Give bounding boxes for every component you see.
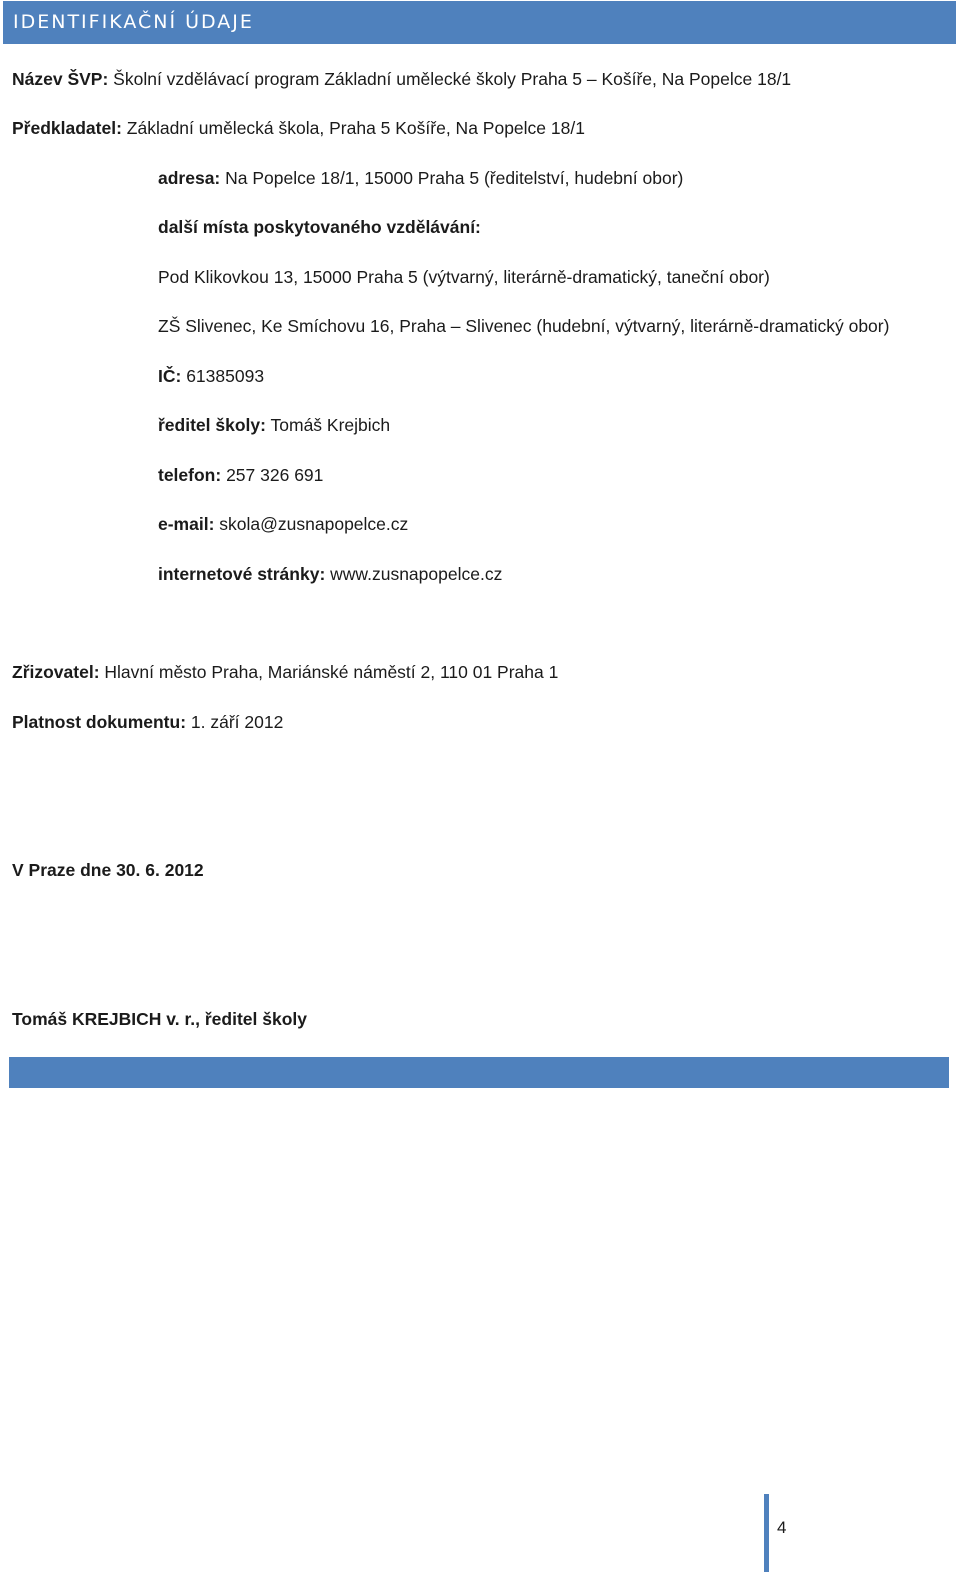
location-text: ZŠ Slivenec, Ke Smíchovu 16, Praha – Slivenec (hudební, výtvarný, literárně-dramatický obor) bbox=[158, 316, 890, 336]
field-adresa bbox=[158, 167, 683, 189]
field-label: Předkladatel: bbox=[12, 118, 122, 138]
field-value: 1. září 2012 bbox=[190, 712, 284, 732]
field-label: ředitel školy: bbox=[158, 415, 266, 435]
field-value: skola@zusnapopelce.cz bbox=[219, 514, 409, 534]
field-dalsi-mista bbox=[158, 216, 481, 238]
page-number: 4 bbox=[777, 1518, 787, 1537]
field-nazev-svp bbox=[12, 68, 791, 90]
field-value: Na Popelce 18/1, 15000 Praha 5 (ředitelství, hudební obor) bbox=[225, 168, 684, 188]
field-zrizovatel bbox=[12, 661, 558, 683]
field-platnost bbox=[12, 711, 283, 733]
section-header-band bbox=[3, 1, 956, 44]
field-label: internetové stránky: bbox=[158, 564, 326, 584]
field-value: 61385093 bbox=[186, 366, 265, 386]
footer-band bbox=[9, 1057, 949, 1088]
location-text: Pod Klikovkou 13, 15000 Praha 5 (výtvarný, literárně-dramatický, taneční obor) bbox=[158, 267, 770, 287]
field-label: Platnost dokumentu: bbox=[12, 712, 187, 732]
location-item bbox=[158, 266, 770, 288]
field-email bbox=[158, 513, 408, 535]
field-predkladatel bbox=[12, 117, 585, 139]
field-web bbox=[158, 563, 502, 585]
location-item bbox=[158, 315, 889, 337]
field-label: Název ŠVP: bbox=[12, 69, 109, 89]
field-reditel bbox=[158, 414, 390, 436]
field-telefon bbox=[158, 464, 323, 486]
section-title: IDENTIFIKAČNÍ ÚDAJE bbox=[13, 11, 254, 33]
field-label: adresa: bbox=[158, 168, 221, 188]
field-label: Zřizovatel: bbox=[12, 662, 100, 682]
field-value: 257 326 691 bbox=[226, 465, 324, 485]
field-value: www.zusnapopelce.cz bbox=[330, 564, 503, 584]
field-label: e-mail: bbox=[158, 514, 215, 534]
signer bbox=[12, 1008, 307, 1030]
field-value: Školní vzdělávací program Základní umělecké školy Praha 5 – Košíře, Na Popelce 18/1 bbox=[113, 69, 792, 89]
field-label: IČ: bbox=[158, 366, 182, 386]
field-label: telefon: bbox=[158, 465, 222, 485]
field-label: další místa poskytovaného vzdělávání: bbox=[158, 217, 481, 237]
field-value: Tomáš Krejbich bbox=[270, 415, 391, 435]
field-ic bbox=[158, 365, 264, 387]
place-date-text: V Praze dne 30. 6. 2012 bbox=[12, 860, 204, 880]
place-date bbox=[12, 859, 204, 881]
page-number-rule bbox=[764, 1494, 769, 1572]
field-value: Hlavní město Praha, Mariánské náměstí 2, 110 01 Praha 1 bbox=[104, 662, 559, 682]
field-value: Základní umělecká škola, Praha 5 Košíře, Na Popelce 18/1 bbox=[126, 118, 585, 138]
signer-text: Tomáš KREJBICH v. r., ředitel školy bbox=[12, 1009, 308, 1029]
